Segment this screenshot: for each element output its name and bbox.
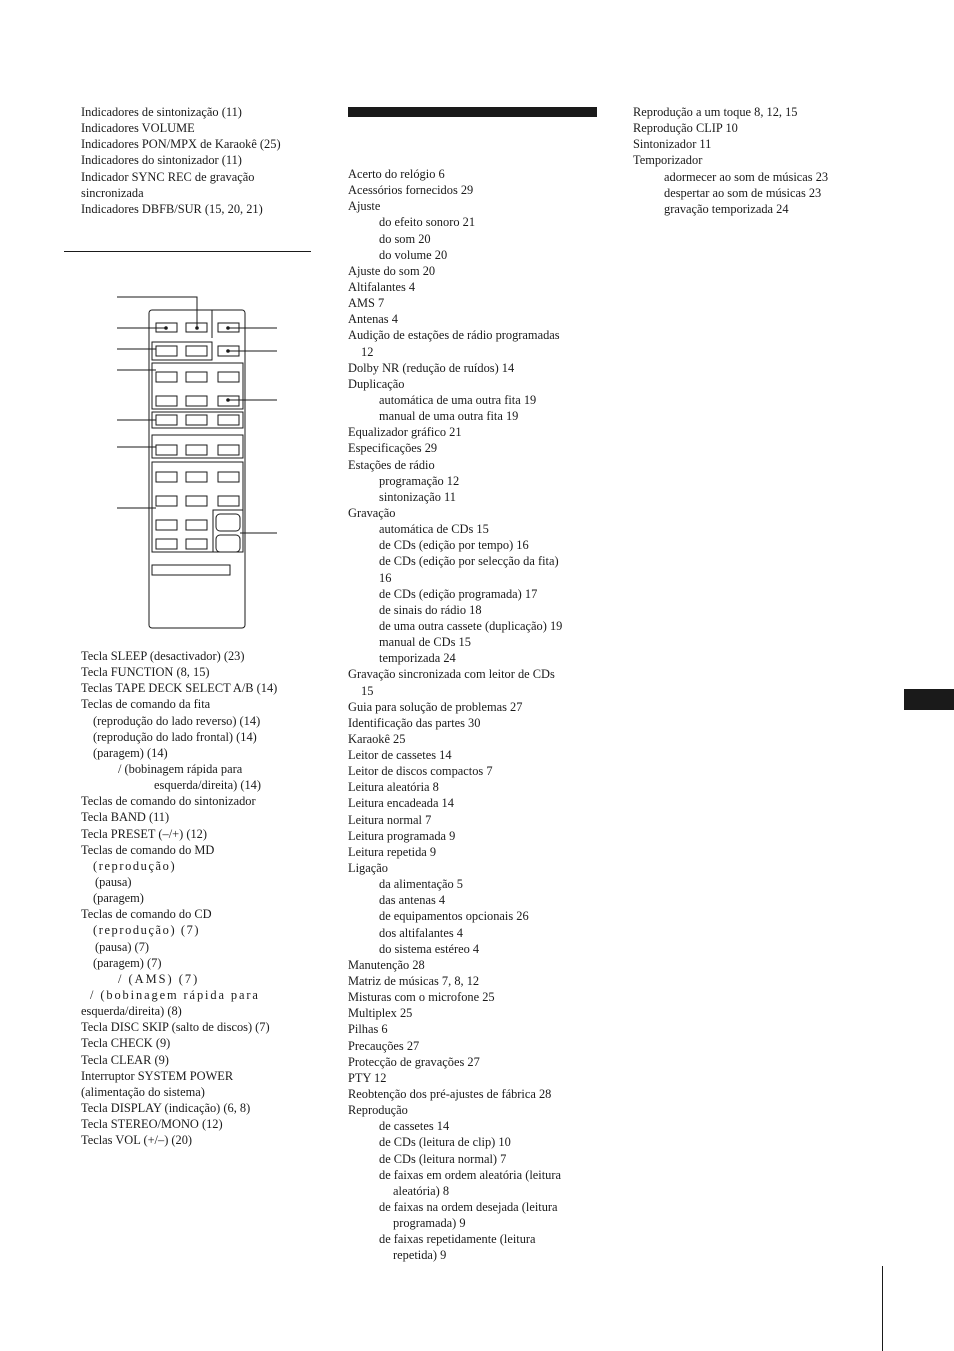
list-item: (paragem)	[93, 891, 144, 906]
index-entry: Acerto do relógio 6	[348, 167, 445, 181]
index-subentry: automática de uma outra fita 19	[379, 392, 537, 407]
remote-display-strip	[152, 565, 230, 575]
remote-button	[186, 346, 207, 356]
index-entry: Leitura programada 9	[348, 828, 456, 843]
remote-button	[156, 520, 177, 530]
index-entry: Pilhas 6	[348, 1022, 388, 1037]
index-subentry: temporizada 24	[379, 651, 456, 666]
index-entry: Antenas 4	[348, 312, 398, 327]
list-item: (paragem) (7)	[93, 955, 162, 970]
list-item: esquerda/direita) (8)	[81, 1004, 182, 1019]
index-subentry: de cassetes 14	[379, 1119, 450, 1134]
index-subentry: automática de CDs 15	[379, 522, 489, 537]
index-continuation: 15	[361, 683, 374, 698]
list-item: / (bobinagem rápida para	[118, 761, 243, 776]
page-edge-rule	[882, 1266, 883, 1351]
remote-button	[218, 472, 239, 482]
list-item: Indicadores DBFB/SUR (15, 20, 21)	[81, 201, 263, 216]
index-entry: Ajuste do som 20	[348, 263, 436, 278]
list-item: Indicadores do sintonizador (11)	[81, 153, 242, 168]
index-subentry: de faixas na ordem desejada (leitura	[379, 1200, 558, 1214]
list-item: Indicador SYNC REC de gravação	[81, 169, 255, 184]
index-entry: Audição de estações de rádio programadas	[348, 328, 560, 343]
remote-button	[186, 520, 207, 530]
index-continuation: programada) 9	[393, 1216, 466, 1231]
remote-control-diagram	[112, 290, 282, 630]
list-item: Teclas de comando do sintonizador	[81, 794, 256, 809]
list-item: (pausa) (7)	[95, 939, 150, 954]
list-item: sincronizada	[81, 185, 144, 200]
index-subentry: gravação temporizada 24	[664, 201, 789, 216]
index-column-right	[633, 104, 828, 217]
index-entry: Estações de rádio	[348, 457, 435, 472]
left-section-rule	[64, 251, 311, 252]
index-entry: Reprodução a um toque 8, 12, 15	[633, 105, 798, 119]
index-subentry: de faixas repetidamente (leitura	[379, 1232, 536, 1247]
index-subentry: de equipamentos opcionais 26	[379, 909, 529, 924]
index-entry: Leitura repetida 9	[348, 844, 437, 859]
index-entry: Temporizador	[633, 153, 703, 168]
remote-button	[218, 372, 239, 382]
index-entry: Protecção de gravações 27	[348, 1054, 480, 1069]
index-entry: Reobtenção dos pré-ajustes de fábrica 28	[348, 1087, 552, 1102]
list-item: (reprodução do lado frontal) (14)	[93, 729, 257, 744]
remote-button	[186, 539, 207, 549]
index-subentry: de faixas em ordem aleatória (leitura	[379, 1167, 561, 1182]
index-subentry: de CDs (leitura de clip) 10	[379, 1135, 511, 1150]
list-item: (alimentação do sistema)	[81, 1084, 205, 1099]
list-item: (reprodução)	[93, 858, 177, 873]
index-continuation: 16	[379, 570, 392, 585]
index-entry: Misturas com o microfone 25	[348, 990, 495, 1005]
index-continuation: repetida) 9	[393, 1248, 447, 1263]
remote-button	[156, 539, 177, 549]
list-item: (reprodução do lado reverso) (14)	[93, 713, 261, 728]
remote-button	[156, 415, 177, 425]
list-item: / (AMS) (7)	[118, 971, 200, 986]
remote-button	[156, 372, 177, 382]
remote-button	[186, 472, 207, 482]
index-entry: Precauções 27	[348, 1038, 420, 1053]
index-subentry: sintonização 11	[379, 489, 456, 504]
index-entry: Reprodução	[348, 1103, 408, 1118]
list-item: Tecla DISPLAY (indicação) (6, 8)	[81, 1100, 251, 1115]
index-entry: Guia para solução de problemas 27	[348, 699, 523, 714]
list-item: Teclas TAPE DECK SELECT A/B (14)	[81, 681, 278, 696]
index-subentry: manual de uma outra fita 19	[379, 409, 519, 424]
remote-key-legend	[81, 648, 277, 1148]
remote-body	[149, 310, 245, 628]
list-item: Teclas de comando do CD	[81, 907, 212, 922]
index-subentry: de CDs (edição por selecção da fita)	[379, 554, 559, 569]
list-item: Tecla STEREO/MONO (12)	[81, 1117, 223, 1132]
index-entry: Identificação das partes 30	[348, 715, 481, 730]
remote-button	[186, 415, 207, 425]
index-entry: Sintonizador 11	[633, 137, 712, 152]
index-entry: Leitura normal 7	[348, 812, 432, 827]
index-entry: Leitura encadeada 14	[348, 796, 454, 811]
chapter-thumb-tab	[904, 689, 954, 710]
remote-button	[156, 396, 177, 406]
remote-button	[186, 445, 207, 455]
index-entry: Leitor de cassetes 14	[348, 748, 452, 763]
index-entry: Leitor de discos compactos 7	[348, 764, 493, 779]
list-item: (pausa)	[95, 874, 132, 889]
index-subentry: de CDs (edição por tempo) 16	[379, 538, 529, 553]
remote-button	[186, 396, 207, 406]
list-item: Indicadores PON/MPX de Karaokê (25)	[81, 137, 281, 152]
list-item: Teclas de comando do MD	[81, 842, 215, 857]
remote-button	[186, 496, 207, 506]
index-subentry: de CDs (leitura normal) 7	[379, 1151, 507, 1166]
remote-volume-up	[216, 514, 240, 531]
index-entry: AMS 7	[348, 296, 385, 311]
index-entry: Gravação	[348, 505, 396, 520]
remote-button	[186, 372, 207, 382]
index-entry: Matriz de músicas 7, 8, 12	[348, 974, 480, 989]
remote-button	[218, 496, 239, 506]
remote-button	[156, 472, 177, 482]
list-item: (reprodução) (7)	[93, 923, 201, 938]
index-subentry: das antenas 4	[379, 893, 446, 908]
index-subentry: do efeito sonoro 21	[379, 215, 476, 230]
list-item: esquerda/direita) (14)	[154, 778, 261, 793]
index-entry: Ligação	[348, 861, 388, 876]
index-subentry: de sinais do rádio 18	[379, 602, 482, 617]
index-continuation: 12	[361, 344, 374, 359]
index-entry: Equalizador gráfico 21	[348, 425, 462, 440]
index-entry: Reprodução CLIP 10	[633, 121, 738, 136]
index-subentry: programação 12	[379, 473, 460, 488]
remote-button	[218, 445, 239, 455]
list-item: (paragem) (14)	[93, 745, 168, 760]
list-item: Tecla CLEAR (9)	[81, 1052, 169, 1067]
index-entry: Especificações 29	[348, 441, 438, 456]
index-entry: Ajuste	[348, 199, 381, 214]
list-item: Teclas VOL (+/–) (20)	[81, 1133, 193, 1148]
list-item: Tecla PRESET (–/+) (12)	[81, 826, 207, 841]
index-subentry: manual de CDs 15	[379, 635, 471, 650]
list-item: Tecla DISC SKIP (salto de discos) (7)	[81, 1020, 270, 1035]
list-item: Tecla CHECK (9)	[81, 1036, 171, 1051]
index-entry: PTY 12	[348, 1070, 387, 1085]
remote-button	[156, 346, 177, 356]
list-item: Interruptor SYSTEM POWER	[81, 1068, 234, 1083]
index-entry: Acessórios fornecidos 29	[348, 183, 474, 198]
index-column-middle	[348, 166, 562, 1264]
list-item: Indicadores de sintonização (11)	[81, 105, 242, 119]
index-entry: Altifalantes 4	[348, 279, 416, 294]
list-item: Teclas de comando da fita	[81, 697, 211, 712]
index-subentry: da alimentação 5	[379, 877, 463, 892]
index-entry: Leitura aleatória 8	[348, 780, 439, 795]
list-item: Indicadores VOLUME	[81, 121, 195, 136]
index-entry: Duplicação	[348, 376, 405, 391]
index-subentry: dos altifalantes 4	[379, 925, 463, 940]
list-item: / (bobinagem rápida para	[90, 987, 260, 1002]
index-subentry: adormecer ao som de músicas 23	[664, 169, 829, 184]
index-entry: Karaokê 25	[348, 731, 406, 746]
index-subentry: do sistema estéreo 4	[379, 941, 480, 956]
middle-header-bar	[348, 107, 597, 117]
index-entry: Gravação sincronizada com leitor de CDs	[348, 667, 555, 682]
list-item: Tecla SLEEP (desactivador) (23)	[81, 649, 245, 663]
index-entry: Dolby NR (redução de ruídos) 14	[348, 360, 515, 375]
list-item: Tecla BAND (11)	[81, 810, 170, 825]
index-entry: Manutenção 28	[348, 957, 425, 972]
index-subentry: do volume 20	[379, 247, 448, 262]
left-top-list	[81, 104, 281, 217]
index-subentry: do som 20	[379, 231, 431, 246]
index-entry: Multiplex 25	[348, 1006, 413, 1021]
list-item: Tecla FUNCTION (8, 15)	[81, 665, 210, 680]
index-subentry: despertar ao som de músicas 23	[664, 185, 822, 200]
remote-volume-down	[216, 535, 240, 552]
index-subentry: de CDs (edição programada) 17	[379, 586, 538, 601]
remote-button	[218, 415, 239, 425]
index-subentry: de uma outra cassete (duplicação) 19	[379, 618, 563, 633]
index-continuation: aleatória) 8	[393, 1183, 450, 1198]
remote-button	[156, 445, 177, 455]
remote-button	[156, 496, 177, 506]
